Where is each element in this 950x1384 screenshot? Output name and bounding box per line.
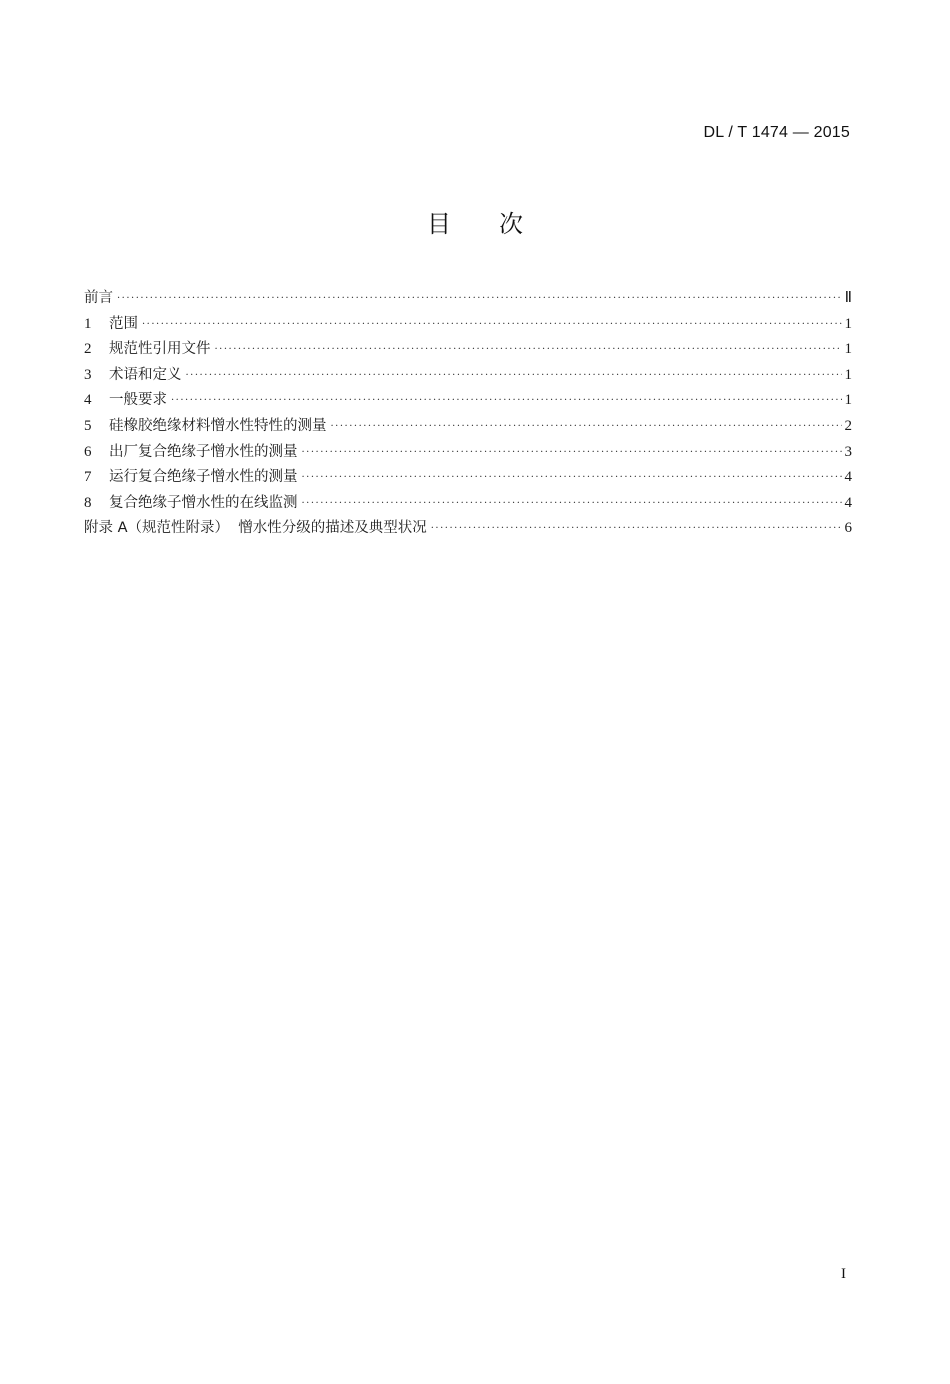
toc-entry-label: 附录 A（规范性附录） 憎水性分级的描述及典型状况 <box>84 520 427 537</box>
toc-entry-annex-a[interactable] <box>84 516 852 542</box>
toc-entry-number: 5 <box>84 417 92 434</box>
toc-entry-silicone-rubber-measurement[interactable] <box>84 414 852 440</box>
toc-entry-label: 复合绝缘子憎水性的在线监测 <box>109 494 298 511</box>
toc-entry-normative-references[interactable] <box>84 337 852 363</box>
page-number: I <box>841 1266 846 1282</box>
dot-leader <box>302 440 842 466</box>
toc-entry-label: 前言 <box>84 290 113 306</box>
table-of-contents <box>84 286 852 542</box>
dot-leader <box>302 465 842 491</box>
toc-entry-number: 6 <box>84 443 92 460</box>
dot-leader <box>186 363 842 389</box>
toc-entry-label: 一般要求 <box>109 392 167 409</box>
toc-entry-page: 1 <box>844 392 852 409</box>
dot-leader <box>302 491 842 517</box>
toc-entry-label: 硅橡胶绝缘材料憎水性特性的测量 <box>109 417 327 434</box>
toc-entry-general-requirements[interactable] <box>84 388 852 414</box>
dot-leader <box>431 516 842 542</box>
toc-entry-foreword[interactable] <box>84 286 852 312</box>
toc-entry-factory-insulator-measurement[interactable] <box>84 440 852 466</box>
toc-entry-label: 运行复合绝缘子憎水性的测量 <box>109 469 298 486</box>
dot-leader <box>331 414 842 440</box>
page-title: 目次 <box>427 210 571 238</box>
toc-entry-number: 7 <box>84 469 92 486</box>
toc-entry-label: 范围 <box>109 315 138 332</box>
toc-entry-label: 出厂复合绝缘子憎水性的测量 <box>109 443 298 460</box>
toc-entry-page: 4 <box>844 494 852 511</box>
toc-entry-page: 1 <box>844 341 852 358</box>
toc-entry-label: 规范性引用文件 <box>109 341 211 358</box>
toc-entry-page: Ⅱ <box>844 290 852 306</box>
toc-entry-terms-definitions[interactable] <box>84 363 852 389</box>
toc-entry-number: 4 <box>84 392 92 409</box>
toc-entry-page: 2 <box>844 417 852 434</box>
toc-entry-number: 3 <box>84 366 92 383</box>
dot-leader <box>215 337 842 363</box>
toc-entry-page: 1 <box>844 366 852 383</box>
dot-leader <box>171 388 842 414</box>
toc-entry-label: 术语和定义 <box>109 366 182 383</box>
toc-entry-number: 8 <box>84 494 92 511</box>
toc-entry-number: 2 <box>84 341 92 358</box>
standard-code: DL / T 1474 — 2015 <box>703 124 850 141</box>
toc-entry-page: 1 <box>844 315 852 332</box>
toc-entry-number: 1 <box>84 315 92 332</box>
toc-entry-scope[interactable] <box>84 312 852 338</box>
toc-entry-page: 6 <box>844 520 852 537</box>
toc-entry-online-monitoring[interactable] <box>84 491 852 517</box>
dot-leader <box>142 312 842 338</box>
toc-entry-page: 3 <box>844 443 852 460</box>
toc-entry-page: 4 <box>844 469 852 486</box>
dot-leader <box>117 286 842 312</box>
toc-entry-in-service-insulator-measurement[interactable] <box>84 465 852 491</box>
